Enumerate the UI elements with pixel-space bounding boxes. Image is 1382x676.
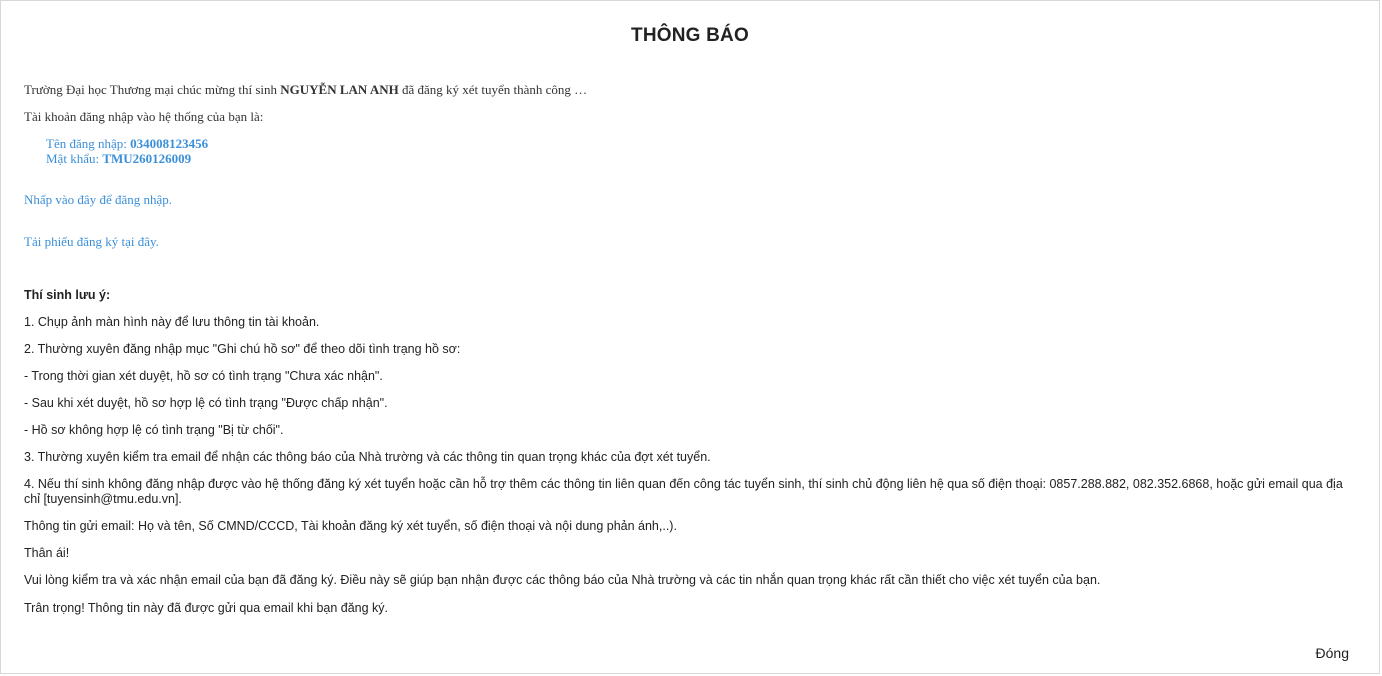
note-item: - Sau khi xét duyệt, hồ sơ hợp lệ có tình trạng "Được chấp nhận". [24, 396, 388, 410]
congrats-suffix: đã đăng ký xét tuyển thành công … [398, 82, 588, 97]
note-item: - Trong thời gian xét duyệt, hồ sơ có tình trạng "Chưa xác nhận". [24, 369, 383, 383]
note-item: Thông tin gửi email: Họ và tên, Số CMND/CCCD, Tài khoản đăng ký xét tuyển, số điện thoại và nội dung phản ánh,..). [24, 519, 677, 533]
password-value: TMU260126009 [102, 151, 192, 166]
account-intro: Tài khoản đăng nhập vào hệ thống của bạn là: [24, 109, 264, 124]
username-line [46, 136, 208, 152]
username-value: 034008123456 [130, 136, 209, 151]
note-item: Trân trọng! Thông tin này đã được gửi qua email khi bạn đăng ký. [24, 601, 389, 615]
note-item: 3. Thường xuyên kiểm tra email để nhận các thông báo của Nhà trường và các thông tin quan trọng khác của đợt xét tuyển. [24, 450, 711, 464]
username-label: Tên đăng nhập: [46, 136, 131, 151]
password-line [46, 151, 191, 167]
notes-heading: Thí sinh lưu ý: [24, 288, 111, 302]
password-label: Mật khẩu: [46, 151, 103, 166]
note-item: 2. Thường xuyên đăng nhập mục "Ghi chú hồ sơ" để theo dõi tình trạng hồ sơ: [24, 342, 461, 356]
note-item: Vui lòng kiểm tra và xác nhận email của bạn đã đăng ký. Điều này sẽ giúp bạn nhận được các thông báo của Nhà trường và các tin nhắn quan trọng khác rất cần thiết cho việc xét tuyển của bạn. [24, 573, 1101, 587]
congrats-message [24, 82, 587, 98]
note-item: 4. Nếu thí sinh không đăng nhập được vào hệ thống đăng ký xét tuyển hoặc cần hỗ trợ thêm các thông tin liên quan đến công tác tuyển sinh, thí sinh chủ động liên hệ qua số điện thoại: 0857.288.882, 082.352.6868, hoặc gửi email qua địa chỉ [tuyensinh@tmu.edu.vn]. [24, 477, 1343, 506]
congrats-prefix: Trường Đại học Thương mại chúc mừng thí sinh [24, 82, 281, 97]
note-item: 1. Chụp ảnh màn hình này để lưu thông tin tài khoản. [24, 315, 320, 329]
close-button[interactable]: Đóng [1315, 645, 1349, 661]
candidate-name: NGUYỄN LAN ANH [280, 82, 399, 97]
dialog-title: THÔNG BÁO [631, 25, 749, 46]
login-link[interactable]: Nhấp vào đây để đăng nhập. [24, 192, 173, 207]
note-item: - Hồ sơ không hợp lệ có tình trạng "Bị từ chối". [24, 423, 284, 437]
note-item: Thân ái! [24, 546, 70, 560]
download-registration-link[interactable]: Tải phiếu đăng ký tại đây. [24, 234, 159, 249]
